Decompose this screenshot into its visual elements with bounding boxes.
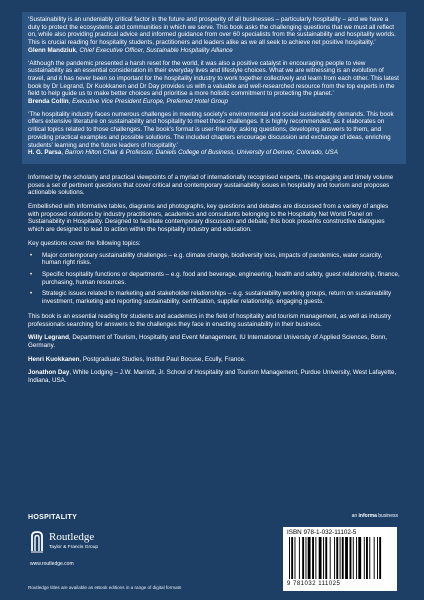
ebook-note: Routledge titles are available as eBook editions in a range of digital formats: [28, 585, 182, 590]
informa-business-label: an informa business: [351, 513, 398, 519]
quote-text: ‘Sustainability is an undeniably critical factor in the future and prosperity of all businesses – particularly hospitality – and we have a duty to protect the ecosystems and communities in which we serve. This book asks the challenging questions that we must all reflect on, while also providing practical advice and informed guidance from over 60 specialists from the sustainability and hospitality worlds. This is crucial reading for hospitality students, practitioners and leaders alike as we all seek to achieve net positive hospitality.’: [28, 16, 396, 47]
publisher-name: Routledge: [49, 531, 95, 543]
quote-author: H. G. Parsa: [28, 149, 62, 157]
description-paragraph: Informed by the scholarly and practical viewpoints of a myriad of internationally recognised experts, this engaging and timely volume poses a set of pertinent questions that cover critical and contemporary sustainability issues in hospitality and tourism and proposes actionable solutions.: [28, 173, 394, 197]
quote-author: Brenda Collin: [28, 98, 69, 106]
publisher-group: Taylor & Francis Group: [49, 545, 99, 550]
quote-attribution: H. G. Parsa, Barron Hilton Chair & Professor, Daniels College of Business, University of Denver, Colorado, USA: [28, 149, 338, 157]
back-cover-text: [28, 16, 400, 391]
author-bio: [28, 334, 400, 349]
endorsements: [22, 12, 406, 164]
topics-intro: Key questions cover the following topics:: [28, 239, 141, 247]
author-name: Jonathon Day: [28, 369, 70, 377]
author-affiliation: , Department of Tourism, Hospitality and Event Management, IU International University of Applied Sciences, Bonn, Germany.: [28, 334, 388, 349]
author-name: Willy Legrand: [28, 334, 69, 342]
author-affiliation: , White Lodging – J.W. Marriott, Jr. School of Hospitality and Tourism Management, Purdue University, West Lafayette, Indiana, USA.: [28, 369, 397, 385]
quote-author-role: Barron Hilton Chair & Professor, Daniels College of Business, University of Denver, Colorado, USA: [64, 149, 338, 157]
endorsement-3: [28, 111, 400, 157]
author-bio: [28, 369, 400, 384]
author-affiliation: , Postgraduate Studies, Institut Paul Bocuse, Ecully, France.: [79, 355, 246, 363]
list-item: • Specific hospitality functions or departments – e.g. food and beverage, engineering, health and safety, guest relationship, finance, purchasing, human resources.: [42, 271, 400, 286]
quote-author-role: Executive Vice President Europe, Preferred Hotel Group: [72, 98, 228, 106]
subject-category: HOSPITALITY: [28, 514, 78, 521]
endorsement-2: [28, 60, 400, 106]
author-bios: [28, 334, 400, 385]
isbn-barcode: [283, 527, 397, 591]
publisher-website: www.routledge.com: [30, 561, 74, 567]
quote-author: Glenn Mandziuk: [28, 46, 76, 54]
book-description: [28, 174, 400, 328]
quote-attribution: Glenn Mandziuk, Chief Executive Officer, Sustainable Hospitality Alliance: [28, 46, 233, 54]
list-item: • Strategic issues related to marketing and stakeholder relationships – e.g. sustainability working groups, return on sustainability investment, marketing and reporting sustainability, certification, supplier relationship, engaging guests.: [42, 290, 400, 305]
topics-list: [28, 252, 400, 306]
barcode-number: 9 781032 111025: [287, 581, 341, 587]
routledge-logo: [30, 530, 150, 560]
isbn-label: ISBN 978-1-032-11102-5: [287, 529, 357, 536]
quote-text: ‘The hospitality industry faces numerous challenges in meeting society’s environmental and social sustainability demands. This book offers extensive literature on sustainability and hospitality to meet those challenges. It is highly recommended, as it elaborates on critical topics related to those challenges. The book’s format is user-friendly: asking questions, developing answers to them, and providing practical examples and possible solutions. The included chapters encourage discussion and exchange of ideas, enriching students’ learning and the future leaders of hospitality.’: [28, 110, 394, 149]
author-bio: [28, 356, 400, 364]
endorsement-1: [28, 16, 400, 55]
author-name: Henri Kuokkanen: [28, 355, 80, 363]
quote-attribution: Brenda Collin, Executive Vice President Europe, Preferred Hotel Group: [28, 98, 228, 106]
routledge-emblem-icon: [30, 531, 44, 553]
quote-author-role: Chief Executive Officer, Sustainable Hospitality Alliance: [79, 46, 233, 54]
quote-text: ‘Although the pandemic presented a harsh reset for the world, it was also a positive catalyst in encouraging people to view sustainability as an essential consideration in their everyday lives and lifestyle choices. What we are witnessing is an evolution of travel, and it has never been so important for the hospitality industry to work together collectively and learn from each other. This latest book by Dr Legrand, Dr Kuokkanen and Dr Day provides us with a valuable and well-researched resource from the top experts in the field to help guide us to make better choices and prioritise a more holistic commitment to protecting the planet.’: [28, 59, 399, 98]
description-paragraph: Embellished with informative tables, diagrams and photographs, key questions and debates are discussed from a variety of angles with proposed solutions by industry practitioners, academics and consultants belonging to the Hospitality Net World Panel on Sustainability in Hospitality. Designed to facilitate contemporary discussion and debate, this book presents constructive dialogues which are designed to lead to action within the hospitality industry and education.: [28, 203, 389, 234]
barcode-icon: [287, 537, 393, 581]
list-item: • Major contemporary sustainability challenges – e.g. climate change, biodiversity loss, impacts of pandemics, water scarcity, human right risks.: [42, 252, 400, 267]
description-paragraph: This book is an essential reading for students and academics in the field of hospitality and tourism management, as well as industry professionals searching for answers to the challenges they face in enacting sustainability in their business.: [28, 312, 392, 328]
